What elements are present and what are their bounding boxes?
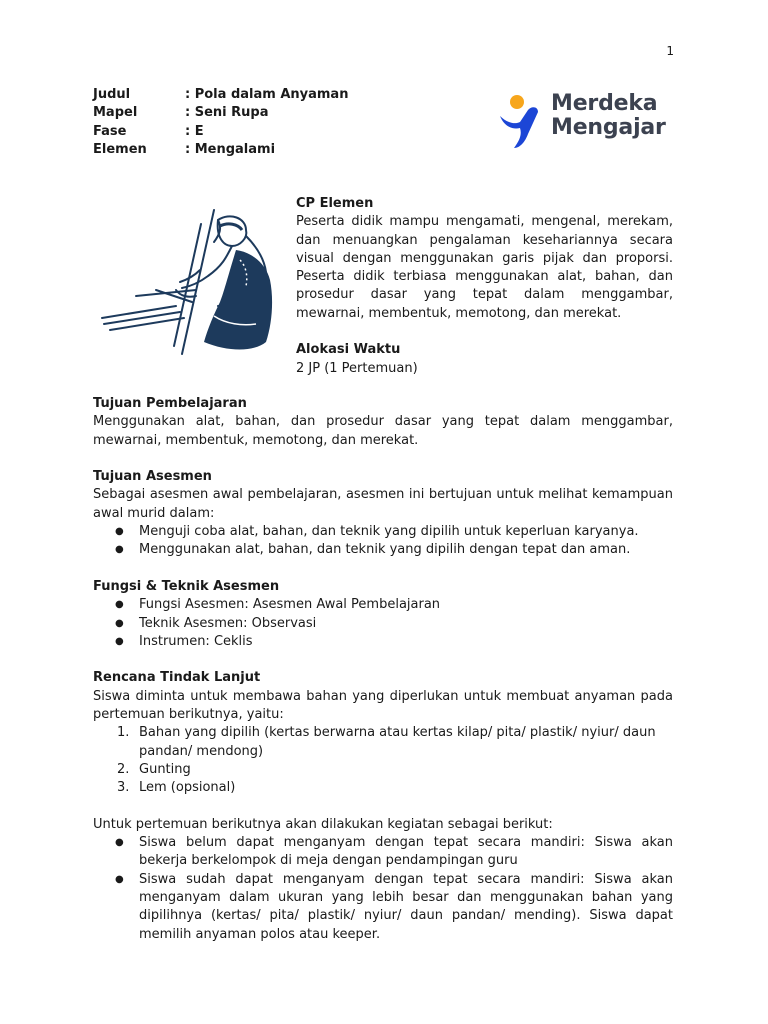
page-number: 1 xyxy=(666,44,674,58)
list-item: ● Instrumen: Ceklis xyxy=(139,633,673,651)
tujuan-asesmen-list xyxy=(93,523,673,560)
meta-value: : Pola dalam Anyaman xyxy=(185,87,349,102)
tujuan-asesmen-title: Tujuan Asesmen xyxy=(93,469,212,485)
list-number: 3. xyxy=(117,780,130,796)
meta-value: : E xyxy=(185,123,204,139)
list-item: ● Teknik Asesmen: Observasi xyxy=(139,615,673,633)
fungsi-list xyxy=(93,596,673,651)
logo-mark-icon xyxy=(498,92,548,150)
main-content xyxy=(93,395,673,944)
list-item-text: Gunting xyxy=(139,761,191,777)
list-item: ● Menggunakan alat, bahan, dan teknik yang dipilih dengan tepat dan aman. xyxy=(139,541,673,559)
list-item: ● Fungsi Asesmen: Asesmen Awal Pembelajaran xyxy=(139,596,673,614)
meta-key: Judul xyxy=(93,87,131,102)
meta-row-elemen xyxy=(93,141,348,159)
cp-title: CP Elemen xyxy=(296,196,374,211)
rencana-bullet-list xyxy=(93,834,673,944)
list-item-text: Lem (opsional) xyxy=(139,780,236,796)
tujuan-pembelajaran-text: Menggunakan alat, bahan, dan prosedur dasar yang tepat dalam menggambar, mewarnai, membentuk, memotong, dan merekat. xyxy=(93,414,673,448)
logo-line-1: Merdeka xyxy=(551,91,658,116)
cp-section xyxy=(296,195,673,378)
logo-line-2: Mengajar xyxy=(551,115,666,140)
meta-key: Fase xyxy=(93,123,127,139)
alokasi-text: 2 JP (1 Pertemuan) xyxy=(296,360,418,376)
list-item: ● Siswa sudah dapat menganyam dengan tepat secara mandiri: Siswa akan menganyam dalam ukuran yang lebih besar dan menggunakan bahan yang dipilihnya (kertas/ pita/ plastik/ nyiur/ daun pandan/ mending). Siswa dapat memilih anyaman polos atau keeper. xyxy=(139,871,673,944)
list-number: 1. xyxy=(117,725,130,741)
logo-text xyxy=(551,92,666,140)
meta-row-judul xyxy=(93,86,348,104)
rencana-numbered-list xyxy=(93,724,673,797)
meta-value: : Seni Rupa xyxy=(185,105,269,121)
meta-value: : Mengalami xyxy=(185,141,276,157)
tujuan-asesmen-text: Sebagai asesmen awal pembelajaran, asesmen ini bertujuan untuk melihat kemampuan awal murid dalam: xyxy=(93,487,673,521)
merdeka-mengajar-logo xyxy=(498,92,668,150)
meta-row-mapel xyxy=(93,104,348,122)
list-item-text: Bahan yang dipilih (kertas berwarna atau kertas kilap/ pita/ plastik/ nyiur/ daun pandan/ mendong) xyxy=(139,725,656,759)
list-item xyxy=(117,779,673,797)
fungsi-title: Fungsi & Teknik Asesmen xyxy=(93,578,280,594)
list-item xyxy=(117,724,673,761)
meta-key: Elemen xyxy=(93,141,147,157)
tujuan-pembelajaran-title: Tujuan Pembelajaran xyxy=(93,396,247,411)
rencana-text-2: Untuk pertemuan berikutnya akan dilakukan kegiatan sebagai berikut: xyxy=(93,816,553,832)
document-meta xyxy=(93,86,348,159)
rencana-title: Rencana Tindak Lanjut xyxy=(93,670,261,686)
list-number: 2. xyxy=(117,761,130,777)
meta-key: Mapel xyxy=(93,105,138,121)
list-item: ● Siswa belum dapat menganyam dengan tepat secara mandiri: Siswa akan bekerja berkelompok di meja dengan pendampingan guru xyxy=(139,834,673,871)
rencana-text: Siswa diminta untuk membawa bahan yang diperlukan untuk membuat anyaman pada pertemuan berikutnya, yaitu: xyxy=(93,688,673,723)
meta-row-fase xyxy=(93,123,348,141)
alokasi-title: Alokasi Waktu xyxy=(296,342,401,358)
cp-text: Peserta didik mampu mengamati, mengenal, merekam, dan menuangkan pengalaman kesehariannya secara visual dengan menggunakan garis pijak dan proporsi. Peserta didik terbiasa menggunakan alat, bahan, dan prosedur dasar yang tepat dalam menggambar, mewarnai, membentuk, memotong, dan merekat. xyxy=(296,214,673,321)
list-item: ● Menguji coba alat, bahan, dan teknik yang dipilih untuk keperluan karyanya. xyxy=(139,523,673,541)
list-item xyxy=(117,761,673,779)
weaver-illustration-icon xyxy=(96,206,278,358)
